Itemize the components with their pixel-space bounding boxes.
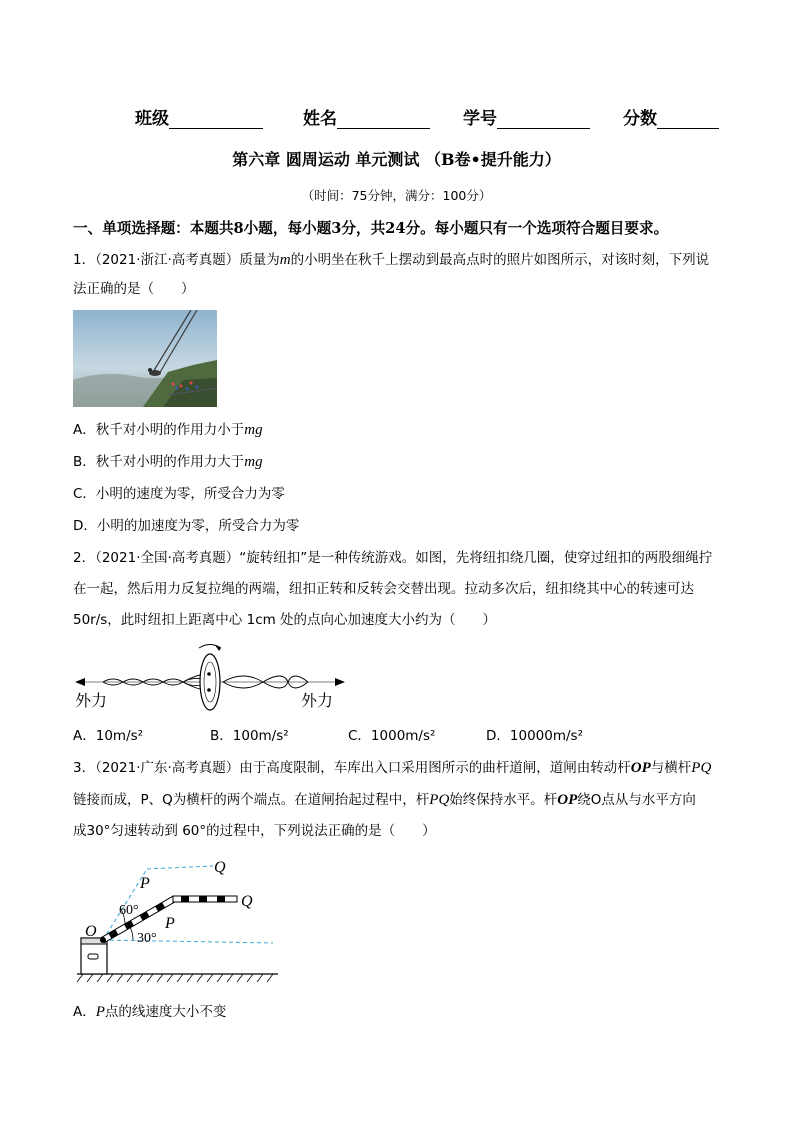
label-q-top: Q [214,859,226,876]
q1-line2: 法正确的是（ ） [73,281,195,297]
q3-line2-mid: 为横杆的两个端点。在道闸抬起过程中，杆 [172,792,430,808]
q3-option-a-post: 点的线速度大小不变 [104,1004,227,1020]
q1-option-c[interactable]: C．小明的速度为零，所受合力为零 [73,486,285,502]
q3-option-a[interactable] [73,1003,226,1021]
q1-option-b-text: B．秋千对小明的作用力大于 [73,454,245,470]
q3-line1 [73,759,711,777]
gate-figure [73,852,283,988]
op-symbol: OP [557,792,578,808]
q1-option-b[interactable] [73,453,263,471]
q1-text-post: 的小明坐在秋千上摆动到最高点时的照片如图所示，对该时刻，下列说 [290,252,710,268]
header-fields [0,104,793,130]
q3-line2-tail: 点从与水平方向 [601,792,696,808]
q1-line1 [73,251,709,269]
q1-option-a[interactable] [73,421,263,439]
score-label: 分数 [623,109,657,129]
class-label: 班级 [135,109,169,129]
q3-line2-end: 绕 [577,792,591,808]
angle-30-label: 30° [137,931,157,946]
barrier-gate-diagram [73,852,283,988]
name-blank[interactable] [337,108,430,129]
arrow-right-icon [335,678,345,686]
label-q-right: Q [241,893,253,910]
page-subtitle: （时间：75分钟，满分：100分） [301,188,492,203]
q1-option-d[interactable]: D．小明的加速度为零，所受合力为零 [73,518,300,534]
q2-option-c[interactable]: C．1000m/s² [348,728,436,744]
op-symbol: OP [630,760,651,776]
page-title: 第六章 圆周运动 单元测试 （B卷•提升能力） [232,150,561,169]
q3-text-pre: 3．（2021·广东·高考真题）由于高度限制，车库出入口采用图所示的曲杆道闸，道闸由转动杆 [73,760,631,776]
pq-symbol: PQ [691,760,712,776]
q2-option-a[interactable]: A．10m/s² [73,728,144,744]
name-label: 姓名 [303,109,337,129]
score-field [623,104,719,129]
q2-option-d[interactable]: D．10000m/s² [486,728,583,744]
mass-symbol: m [279,252,291,268]
mg-symbol: mg [244,422,263,438]
label-p-mid: P [165,915,175,932]
section-heading: 一、单项选择题：本题共8小题，每小题3分，共24分。每小题只有一个选项符合题目要求。 [73,220,669,237]
score-blank[interactable] [657,108,719,129]
q2-line1: 2．（2021·全国·高考真题）“旋转纽扣”是一种传统游戏。如图，先将纽扣绕几圈，使穿过纽扣的两股细绳拧 [73,550,713,566]
q3-line2-post: 始终保持水平。杆 [449,792,558,808]
class-blank[interactable] [169,108,263,129]
q2-line3: 50r/s，此时纽扣上距离中心 1cm 处的点向心加速度大小约为（ ） [73,612,497,628]
id-label: 学号 [463,109,497,129]
class-field [135,104,263,129]
arrow-left-icon [75,678,85,686]
id-blank[interactable] [497,108,590,129]
angle-60-label: 60° [119,903,139,918]
button-disc [200,654,220,710]
q2-line2: 在一起，然后用力反复拉绳的两端，纽扣正转和反转会交替出现。拉动多次后，纽扣绕其中心的转速可达 [73,581,694,597]
rotating-button-diagram [73,640,373,716]
q3-line2-pre: 链接而成， [73,792,141,808]
swing-photo-image [73,310,217,407]
swing-photo [73,310,217,407]
button-figure [73,640,373,716]
q3-line3: 成30°匀速转动到 60°的过程中，下列说法正确的是（ ） [73,823,436,839]
q1-option-a-text: A．秋千对小明的作用力小于 [73,422,245,438]
q3-line2 [73,791,696,809]
name-field [303,104,430,129]
mg-symbol: mg [244,454,263,470]
pq-symbol: PQ [429,792,450,808]
p-symbol: P [95,1004,105,1020]
o-symbol: O [590,792,602,808]
id-field [463,104,590,129]
q1-text-pre: 1．（2021·浙江·高考真题）质量为 [73,252,280,268]
label-o: O [85,923,97,940]
left-force-label: 外力 [75,693,108,710]
q3-text-mid: 与横杆 [650,760,692,776]
pq-points: P、Q [140,792,173,808]
label-p-top: P [140,875,150,892]
q2-option-b[interactable]: B．100m/s² [210,728,289,744]
q3-option-a-pre: A． [73,1004,96,1020]
right-force-label: 外力 [301,693,334,710]
